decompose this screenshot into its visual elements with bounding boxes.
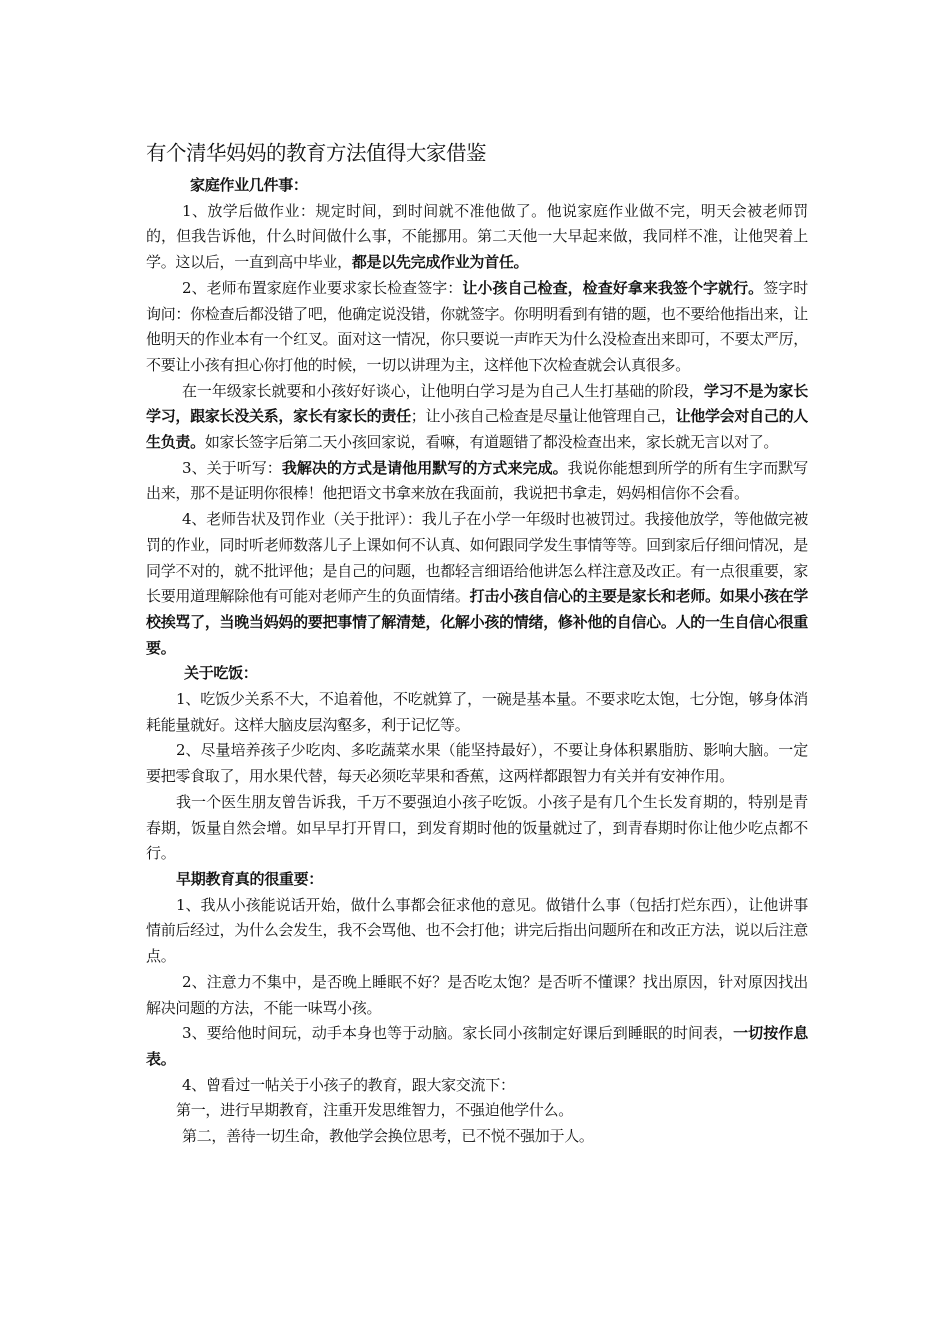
paragraph	[146, 379, 808, 456]
paragraph-emphasis: 打击小孩自信心的主要是家长和老师。如果小孩在学校挨骂了，当晚当妈妈的要把事情了解清楚，化解小孩的情绪，修补他的自信心。人的一生自信心很重要。	[146, 587, 809, 657]
paragraph	[146, 276, 808, 379]
paragraph-text: 我说你能想到所学的所有生字而默写出来，那不是证明你很棒！他把语文书拿来放在我面前，我说把书拿走，妈妈相信你不会看。	[146, 458, 808, 503]
paragraph: 我一个医生朋友曾告诉我，千万不要强迫小孩子吃饭。小孩子是有几个生长发育期的，特别是青春期，饭量自然会增。如早早打开胃口，到发育期时他的饭量就过了，到青春期时你让他少吃点都不行。	[146, 792, 808, 863]
paragraph	[146, 199, 808, 276]
paragraph-emphasis: 学习不是为家长学习，跟家长没关系，家长有家长的责任	[146, 381, 808, 426]
paragraph-text: 2、老师布置家庭作业要求家长检查签字：	[182, 278, 463, 297]
paragraph	[146, 507, 808, 661]
paragraph-text: ；让小孩自己检查是尽量让他管理自己，	[410, 407, 676, 426]
paragraph-emphasis: 让小孩自己检查，检查好拿来我签个字就行。	[462, 278, 764, 297]
paragraph-text: 如家长签字后第二天小孩回家说，看嘛，有道题错了都没检查出来，家长就无言以对了。	[204, 433, 779, 452]
paragraph-text: 3、要给他时间玩，动手本身也等于动脑。家长同小孩制定好课后到睡眠的时间表，	[182, 1024, 734, 1043]
paragraph: 1、我从小孩能说话开始，做什么事都会征求他的意见。做错什么事（包括打烂东西），让他讲事情前后经过，为什么会发生，我不会骂他、也不会打他；讲完后指出问题所在和改正方法，说以后注意点。	[146, 895, 808, 966]
paragraph-emphasis: 一切按作息表。	[146, 1024, 808, 1068]
paragraph	[146, 1021, 808, 1072]
paragraph-emphasis: 都是以先完成作业为首任。	[351, 253, 529, 272]
section-heading-early-education: 早期教育真的很重要：	[176, 869, 324, 888]
paragraph-emphasis: 让他学会对自己的人生负责。	[146, 407, 808, 452]
paragraph: 第一，进行早期教育，注重开发思维智力，不强迫他学什么。	[176, 1101, 573, 1120]
paragraph: 2、注意力不集中，是否晚上睡眠不好？是否吃太饱？是否听不懂课？找出原因，针对原因找出解决问题的方法，不能一味骂小孩。	[146, 972, 808, 1017]
document-body	[146, 173, 808, 1150]
paragraph-emphasis: 我解决的方式是请他用默写的方式来完成。	[281, 458, 568, 477]
paragraph-text: 3、关于听写：	[182, 458, 282, 477]
paragraph-text: 1、放学后做作业：规定时间，到时间就不准他做了。他说家庭作业做不完，明天会被老师罚的，但我告诉他，什么时间做什么事，不能挪用。第二天他一大早起来做，我同样不准，让他哭着上学。这以后，一直到高中毕业，	[146, 201, 808, 272]
paragraph-text: 在一年级家长就要和小孩好好谈心，让他明白学习是为自己人生打基础的阶段，	[182, 381, 704, 400]
paragraph	[146, 456, 808, 507]
paragraph-text: 签字时询问：你检查后都没错了吧，他确定说没错，你就签字。你明明看到有错的题，也不要给他指出来，让他明天的作业本有一个红叉。面对这一情况，你只要说一声昨天为什么没检查出来即可，不要太严厉，不要让小孩有担心你打他的时候，一切以讲理为主，这样他下次检查就会认真很多。	[146, 278, 808, 374]
paragraph-text: 4、老师告状及罚作业（关于批评）：我儿子在小学一年级时也被罚过。我接他放学，等他做完被罚的作业，同时听老师数落儿子上课如何不认真、如何跟同学发生事情等等。回到家后仔细问情况，是同学不对的，就不批评他；是自己的问题，也都轻言细语给他讲怎么样注意及改正。有一点很重要，家长要用道理解除他有可能对老师产生的负面情绪。	[146, 510, 808, 606]
paragraph: 1、吃饭少关系不大，不追着他，不吃就算了，一碗是基本量。不要求吃太饱，七分饱，够身体消耗能量就好。这样大脑皮层沟壑多，利于记忆等。	[146, 690, 808, 734]
section-heading-homework: 家庭作业几件事：	[190, 176, 308, 194]
paragraph: 4、曾看过一帖关于小孩子的教育，跟大家交流下：	[182, 1075, 515, 1094]
document-title: 有个清华妈妈的教育方法值得大家借鉴	[146, 141, 486, 165]
paragraph: 2、尽量培养孩子少吃肉、多吃蔬菜水果（能坚持最好），不要让身体积累脂肪、影响大脑。一定要把零食取了，用水果代替，每天必须吃苹果和香蕉，这两样都跟智力有关并有安神作用。	[146, 741, 808, 786]
paragraph: 第二，善待一切生命，教他学会换位思考，已不悦不强加于人。	[182, 1127, 594, 1146]
section-heading-eating: 关于吃饭：	[184, 664, 258, 683]
